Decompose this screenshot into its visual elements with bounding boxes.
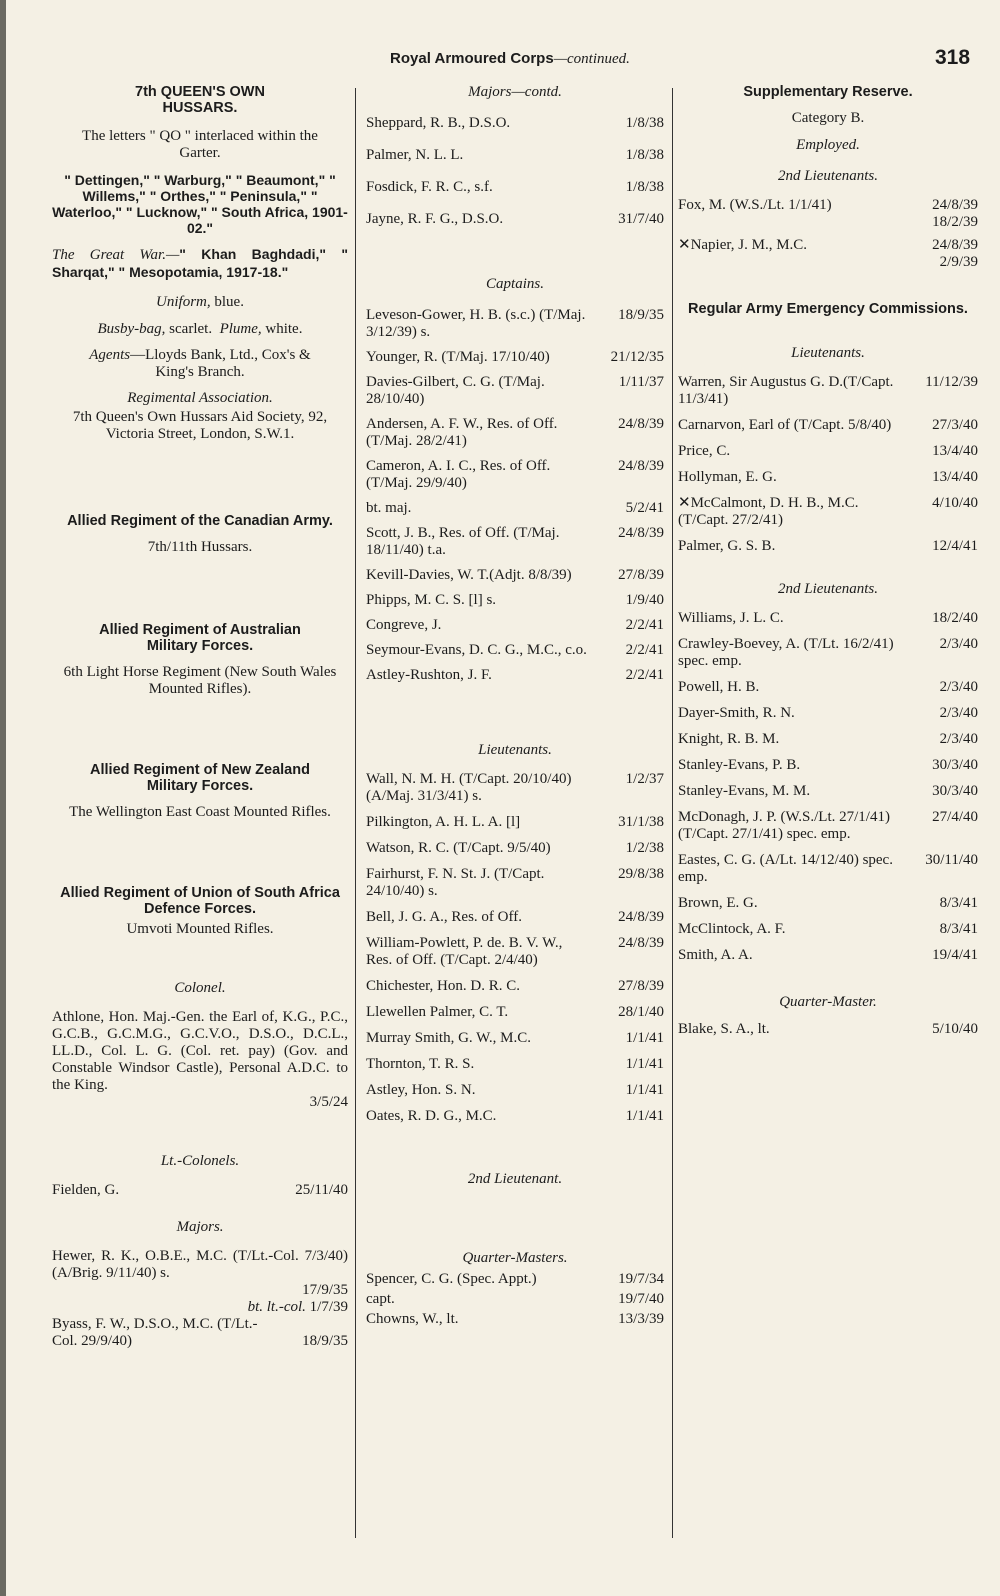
entry-name: Eastes, C. G. (A/Lt. 14/12/40) spec. emp. — [678, 852, 893, 885]
major-byass-date: 18/9/35 — [302, 1333, 348, 1349]
list-entry — [678, 197, 978, 231]
association-text: 7th Queen's Own Hussars Aid Society, 92, Victoria Street, London, S.W.1. — [72, 409, 328, 442]
entry-name: Jayne, R. F. G., D.S.O. — [366, 211, 504, 227]
entry-name: Davies-Gilbert, C. G. (T/Maj. 28/10/40) — [366, 374, 545, 407]
employed: Employed. — [796, 137, 860, 153]
entry-name: Palmer, G. S. B. — [678, 538, 776, 554]
agents-value: —Lloyds Bank, Ltd., Cox's & King's Branch. — [130, 347, 311, 380]
entry-name: Fox, M. (W.S./Lt. 1/1/41) — [678, 197, 832, 213]
entry-name: Andersen, A. F. W., Res. of Off. (T/Maj. 28/2/41) — [366, 416, 558, 449]
qm-name: Blake, S. A., lt. — [678, 1021, 770, 1037]
entry-date: 2/3/40 — [939, 731, 978, 747]
list-entry — [678, 809, 978, 843]
rae-2nd-lts-list — [678, 610, 978, 964]
entry-date: 24/8/39 — [618, 935, 664, 951]
list-entry — [678, 443, 978, 460]
page-edge-shadow — [0, 0, 6, 1596]
entry-date: 2/2/41 — [625, 642, 664, 658]
entry-name: Fairhurst, F. N. St. J. (T/Capt. 24/10/40) s. — [366, 866, 545, 899]
entry-date: 24/8/39 — [618, 416, 664, 432]
rae-lieutenants-list — [678, 374, 978, 555]
emergency-commissions-heading: Regular Army Emergency Commissions. — [688, 301, 968, 317]
list-entry — [366, 1004, 664, 1021]
entry-name: Cameron, A. I. C., Res. of Off. (T/Maj. 29/9/40) — [366, 458, 551, 491]
entry-date: 18/2/40 — [932, 610, 978, 626]
agents-line — [77, 347, 323, 381]
entry-date: 28/1/40 — [618, 1004, 664, 1020]
entry-name: capt. — [366, 1291, 395, 1307]
entry-date: 19/4/41 — [932, 947, 978, 963]
entry-name: Warren, Sir Augustus G. D.(T/Capt. 11/3/41) — [678, 374, 894, 407]
entry-name: ✕Napier, J. M., M.C. — [678, 237, 808, 253]
entry-name: McDonagh, J. P. (W.S./Lt. 27/1/41) (T/Capt. 27/1/41) spec. emp. — [678, 809, 890, 842]
category: Category B. — [791, 110, 865, 126]
list-entry — [366, 771, 664, 805]
entry-date: 1/8/38 — [625, 115, 664, 131]
entry-name: bt. maj. — [366, 500, 412, 516]
entry-date: 30/3/40 — [932, 757, 978, 773]
brevet-date: 1/7/39 — [309, 1299, 348, 1315]
busby-label: Busby-bag, — [97, 321, 166, 337]
entry-date: 1/11/37 — [618, 374, 664, 390]
list-entry — [366, 642, 664, 659]
entry-date: 2/3/40 — [939, 679, 978, 695]
list-entry — [366, 458, 664, 492]
entry-date: 5/2/41 — [625, 500, 664, 516]
entry-name: ✕McCalmont, D. H. B., M.C. (T/Capt. 27/2/41) — [678, 495, 859, 528]
list-entry — [678, 636, 978, 670]
entry-date: 11/12/39 — [925, 374, 978, 390]
list-entry — [678, 783, 978, 800]
quarter-master-entry — [678, 1021, 978, 1038]
entry-date: 2/2/41 — [625, 667, 664, 683]
sa-regiment: Umvoti Mounted Rifles. — [126, 921, 274, 937]
list-entry — [366, 416, 664, 450]
entry-date: 27/8/39 — [618, 978, 664, 994]
entry-name: Congreve, J. — [366, 617, 442, 633]
majors-heading: Majors. — [176, 1219, 224, 1235]
captains-heading: Captains. — [486, 276, 544, 292]
nz-heading: Allied Regiment of New Zealand Military Forces. — [90, 762, 310, 794]
list-entry — [678, 757, 978, 774]
entry-name: Oates, R. D. G., M.C. — [366, 1108, 497, 1124]
entry-name: Astley, Hon. S. N. — [366, 1082, 476, 1098]
entry-date: 13/4/40 — [932, 469, 978, 485]
list-entry — [366, 211, 664, 228]
entry-name: Dayer-Smith, R. N. — [678, 705, 795, 721]
entry-date: 27/3/40 — [932, 417, 978, 433]
agents-label: Agents — [89, 347, 131, 363]
supp-list — [678, 197, 978, 271]
list-entry — [366, 1271, 664, 1288]
second-lieutenant-heading: 2nd Lieutenant. — [467, 1171, 563, 1187]
entry-date: 18/9/35 — [618, 307, 664, 323]
canadian-regiment: 7th/11th Hussars. — [147, 539, 253, 555]
page-number: 318 — [935, 46, 971, 69]
lieutenants-list — [366, 771, 664, 1125]
entry-name: Sheppard, R. B., D.S.O. — [366, 115, 511, 131]
entry-date: 27/8/39 — [618, 567, 664, 583]
entry-date: 2/2/41 — [625, 617, 664, 633]
list-entry — [366, 1108, 664, 1125]
entry-date: 2/3/40 — [939, 705, 978, 721]
entry-name: McClintock, A. F. — [678, 921, 786, 937]
entry-date: 21/12/35 — [610, 349, 664, 365]
entry-date: 13/3/39 — [618, 1311, 664, 1327]
busby-value: scarlet. — [169, 321, 213, 337]
entry-name: Price, C. — [678, 443, 731, 459]
list-entry — [366, 1082, 664, 1099]
major-byass-text: Byass, F. W., D.S.O., M.C. (T/Lt.-Col. 29/9/40) — [52, 1316, 258, 1349]
entry-name: Powell, H. B. — [678, 679, 760, 695]
list-entry — [366, 147, 664, 164]
great-war-label: The Great War.— — [52, 247, 180, 263]
list-entry — [366, 935, 664, 969]
entry-date: 1/1/41 — [625, 1030, 664, 1046]
entry-date: 30/11/40 — [925, 852, 978, 868]
uniform-value: blue. — [214, 294, 244, 310]
entry-name: Seymour-Evans, D. C. G., M.C., c.o. — [366, 642, 587, 658]
majors-contd-heading: Majors—contd. — [468, 84, 562, 100]
lieutenants-heading: Lieutenants. — [478, 742, 552, 758]
qm-date: 5/10/40 — [932, 1021, 978, 1037]
entry-date: 8/3/41 — [939, 895, 978, 911]
entry-name: Palmer, N. L. L. — [366, 147, 464, 163]
entry-date: 31/7/40 — [618, 211, 664, 227]
list-entry — [366, 1291, 664, 1308]
entry-name: Thornton, T. R. S. — [366, 1056, 475, 1072]
plume-label: Plume, — [219, 321, 262, 337]
great-war-honours — [52, 246, 348, 282]
entry-date: 24/8/39 — [932, 197, 978, 213]
list-entry — [366, 307, 664, 341]
list-entry — [678, 679, 978, 696]
great-war-honours-text: " Khan Baghdadi," " Sharqat," " Mesopotamia, 1917-18." — [52, 246, 348, 280]
major-byass-entry — [52, 1316, 348, 1350]
entry-name: Carnarvon, Earl of (T/Capt. 5/8/40) — [678, 417, 892, 433]
entry-date: 12/4/41 — [932, 538, 978, 554]
entry-name: Chowns, W., lt. — [366, 1311, 459, 1327]
list-entry — [678, 237, 978, 271]
uniform-label: Uniform, — [156, 294, 211, 310]
entry-date: 1/8/38 — [625, 147, 664, 163]
colonel-text: Athlone, Hon. Maj.-Gen. the Earl of, K.G., P.C., G.C.B., G.C.M.G., G.C.V.O., D.S.O., D.C.L., LL.D., Col. L. G. (Col. ret. pay) (Gov. and Constable Windsor Castle), Personal A.D.C. to the King. — [52, 1009, 348, 1093]
list-entry — [366, 978, 664, 995]
nz-regiment: The Wellington East Coast Mounted Rifles. — [69, 804, 331, 820]
list-entry — [366, 179, 664, 196]
association-heading: Regimental Association. — [127, 390, 273, 406]
rae-2nd-lts-heading: 2nd Lieutenants. — [778, 581, 878, 597]
entry-name: Stanley-Evans, P. B. — [678, 757, 801, 773]
entry-date: 24/8/39 — [618, 525, 664, 541]
ltcol-name: Fielden, G. — [52, 1182, 120, 1198]
entry-date: 1/1/41 — [625, 1108, 664, 1124]
entry-name: Pilkington, A. H. L. A. [l] — [366, 814, 521, 830]
entry-name: Younger, R. (T/Maj. 17/10/40) — [366, 349, 550, 365]
colonel-heading: Colonel. — [174, 980, 226, 996]
entry-date: 24/8/39 — [932, 237, 978, 253]
entry-date: 27/4/40 — [932, 809, 978, 825]
entry-date: 24/8/39 — [618, 458, 664, 474]
battle-honours: " Dettingen," " Warburg," " Beaumont," " Willems," " Orthes," " Peninsula," " Waterloo," " Lucknow," " South Africa, 1901-02." — [52, 172, 348, 236]
column-rule-right — [672, 88, 673, 1538]
column-rule-left — [355, 88, 356, 1538]
busby-plume-line — [52, 321, 348, 338]
quarter-masters-heading: Quarter-Masters. — [462, 1250, 568, 1266]
australian-regiment: 6th Light Horse Regiment (New South Wales Mounted Rifles). — [63, 664, 337, 697]
entry-name: Wall, N. M. H. (T/Capt. 20/10/40) (A/Maj. 31/3/41) s. — [366, 771, 572, 804]
list-entry — [678, 469, 978, 486]
entry-name: Hollyman, E. G. — [678, 469, 777, 485]
list-entry — [366, 840, 664, 857]
ltcol-date: 25/11/40 — [295, 1182, 348, 1198]
column-3 — [678, 84, 978, 1038]
entry-name: Smith, A. A. — [678, 947, 753, 963]
list-entry — [678, 610, 978, 627]
entry-name: Scott, J. B., Res. of Off. (T/Maj. 18/11/40) t.a. — [366, 525, 560, 558]
entry-date: 19/7/40 — [618, 1291, 664, 1307]
badge-description: The letters " QO " interlaced within the Garter. — [82, 128, 318, 161]
entry-date: 1/1/41 — [625, 1056, 664, 1072]
column-1 — [52, 84, 348, 1350]
list-entry — [366, 814, 664, 831]
list-entry — [678, 538, 978, 555]
list-entry — [366, 1056, 664, 1073]
list-entry — [678, 921, 978, 938]
rae-lieutenants-heading: Lieutenants. — [791, 345, 865, 361]
header-title-suffix: —continued. — [553, 51, 630, 67]
entry-date: 29/8/38 — [618, 866, 664, 882]
entry-name: Murray Smith, G. W., M.C. — [366, 1030, 532, 1046]
entry-name: Leveson-Gower, H. B. (s.c.) (T/Maj. 3/12/39) s. — [366, 307, 586, 340]
list-entry — [366, 500, 664, 517]
column-2 — [366, 84, 664, 1331]
list-entry — [366, 909, 664, 926]
entry-name: Knight, R. B. M. — [678, 731, 780, 747]
ltcol-entry — [52, 1182, 348, 1199]
canadian-heading: Allied Regiment of the Canadian Army. — [67, 513, 333, 529]
list-entry — [366, 667, 664, 684]
list-entry — [678, 705, 978, 722]
entry-date: 1/1/41 — [625, 1082, 664, 1098]
entry-name: Llewellen Palmer, C. T. — [366, 1004, 509, 1020]
brevet-label: bt. lt.-col. — [247, 1299, 306, 1315]
supplementary-reserve-heading: Supplementary Reserve. — [743, 84, 913, 100]
list-entry — [366, 525, 664, 559]
list-entry — [366, 617, 664, 634]
australian-heading: Allied Regiment of Australian Military Forces. — [99, 622, 301, 654]
entry-date-secondary: 18/2/39 — [932, 214, 978, 230]
entry-date: 19/7/34 — [618, 1271, 664, 1287]
list-entry — [678, 852, 978, 886]
entry-name: Watson, R. C. (T/Capt. 9/5/40) — [366, 840, 551, 856]
list-entry — [678, 947, 978, 964]
quarter-masters-list — [366, 1271, 664, 1328]
entry-date: 1/2/37 — [625, 771, 664, 787]
entry-date: 4/10/40 — [932, 495, 978, 511]
entry-name: Astley-Rushton, J. F. — [366, 667, 492, 683]
captains-list — [366, 307, 664, 684]
entry-name: Kevill-Davies, W. T.(Adjt. 8/8/39) — [366, 567, 572, 583]
regiment-title: 7th QUEEN'S OWN HUSSARS. — [135, 84, 265, 116]
entry-date: 8/3/41 — [939, 921, 978, 937]
colonel-date: 3/5/24 — [309, 1094, 348, 1110]
entry-name: William-Powlett, P. de. B. V. W., Res. of Off. (T/Capt. 2/4/40) — [366, 935, 563, 968]
major-hewer-text: Hewer, R. K., O.B.E., M.C. (T/Lt.-Col. 7/3/40) (A/Brig. 9/11/40) s. — [52, 1248, 348, 1281]
list-entry — [366, 866, 664, 900]
entry-date: 31/1/38 — [618, 814, 664, 830]
list-entry — [366, 115, 664, 132]
header-title: Royal Armoured Corps — [390, 50, 554, 67]
entry-date-secondary: 2/9/39 — [939, 254, 978, 270]
entry-date: 2/3/40 — [939, 636, 978, 652]
list-entry — [366, 349, 664, 366]
entry-name: Phipps, M. C. S. [l] s. — [366, 592, 497, 608]
quarter-master-heading: Quarter-Master. — [779, 994, 877, 1010]
running-header — [355, 50, 665, 68]
list-entry — [366, 567, 664, 584]
major-hewer-date: 17/9/35 — [302, 1282, 348, 1298]
sa-heading: Allied Regiment of Union of South Africa Defence Forces. — [60, 885, 340, 917]
list-entry — [678, 374, 978, 408]
list-entry — [678, 895, 978, 912]
entry-name: Crawley-Boevey, A. (T/Lt. 16/2/41) spec. emp. — [678, 636, 894, 669]
list-entry — [366, 374, 664, 408]
list-entry — [678, 495, 978, 529]
entry-name: Spencer, C. G. (Spec. Appt.) — [366, 1271, 537, 1287]
entry-date: 13/4/40 — [932, 443, 978, 459]
entry-name: Brown, E. G. — [678, 895, 758, 911]
entry-date: 30/3/40 — [932, 783, 978, 799]
entry-date: 1/2/38 — [625, 840, 664, 856]
ltcol-heading: Lt.-Colonels. — [160, 1153, 240, 1169]
entry-name: Chichester, Hon. D. R. C. — [366, 978, 520, 994]
plume-value: white. — [265, 321, 303, 337]
uniform-line — [52, 294, 348, 311]
list-entry — [678, 731, 978, 748]
list-entry — [366, 592, 664, 609]
entry-date: 1/9/40 — [625, 592, 664, 608]
supp-2nd-lts-heading: 2nd Lieutenants. — [778, 168, 878, 184]
entry-name: Stanley-Evans, M. M. — [678, 783, 811, 799]
major-hewer-brevet — [52, 1299, 348, 1316]
list-entry — [678, 417, 978, 434]
entry-date: 24/8/39 — [618, 909, 664, 925]
list-entry — [366, 1030, 664, 1047]
entry-date: 1/8/38 — [625, 179, 664, 195]
list-entry — [366, 1311, 664, 1328]
entry-name: Bell, J. G. A., Res. of Off. — [366, 909, 522, 925]
entry-name: Fosdick, F. R. C., s.f. — [366, 179, 493, 195]
entry-name: Williams, J. L. C. — [678, 610, 784, 626]
majors-list — [366, 115, 664, 228]
